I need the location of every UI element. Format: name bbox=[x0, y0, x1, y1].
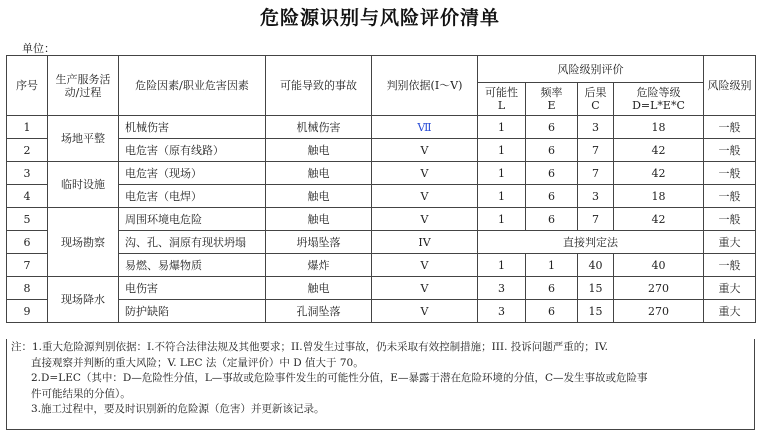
cell-e: 6 bbox=[526, 185, 578, 208]
note-1: 注：1.重大危险源判别依据：I.不符合法律法规及其他要求；II.曾发生过事故，仍未采取有效控制措施；III. 投诉问题严重的；IV. bbox=[11, 341, 608, 353]
cell-hazard: 易燃、易爆物质 bbox=[119, 254, 266, 277]
cell-e: 6 bbox=[526, 162, 578, 185]
cell-hazard: 沟、孔、洞原有现状坍塌 bbox=[119, 231, 266, 254]
cell-accident: 触电 bbox=[266, 162, 372, 185]
cell-l: 1 bbox=[478, 185, 526, 208]
cell-l: 1 bbox=[478, 254, 526, 277]
cell-level: 一般 bbox=[704, 139, 756, 162]
header-seq: 序号 bbox=[7, 56, 48, 116]
table-row bbox=[7, 185, 756, 208]
cell-d: 40 bbox=[614, 254, 704, 277]
cell-l: 1 bbox=[478, 139, 526, 162]
cell-l: 1 bbox=[478, 116, 526, 139]
cell-basis: Ⅶ bbox=[372, 116, 478, 139]
header-activity: 生产服务活动/过程 bbox=[48, 56, 119, 116]
cell-e: 6 bbox=[526, 208, 578, 231]
cell-direct-method: 直接判定法 bbox=[478, 231, 704, 254]
cell-basis: V bbox=[372, 185, 478, 208]
cell-c: 40 bbox=[578, 254, 614, 277]
header-likelihood: 可能性 L bbox=[478, 83, 526, 116]
cell-d: 18 bbox=[614, 185, 704, 208]
cell-accident: 触电 bbox=[266, 185, 372, 208]
cell-level: 一般 bbox=[704, 254, 756, 277]
header-hazard: 危险因素/职业危害因素 bbox=[119, 56, 266, 116]
cell-level: 重大 bbox=[704, 300, 756, 323]
header-risk-eval: 风险级别评价 bbox=[478, 56, 704, 83]
cell-e: 6 bbox=[526, 300, 578, 323]
cell-basis: V bbox=[372, 300, 478, 323]
cell-activity: 现场降水 bbox=[48, 277, 119, 323]
note-1-cont: 直接观察并判断的重大风险；V. LEC 法（定量评价）中 D 值大于 70。 bbox=[31, 356, 364, 369]
cell-c: 15 bbox=[578, 300, 614, 323]
cell-seq: 4 bbox=[7, 185, 48, 208]
cell-hazard: 电伤害 bbox=[119, 277, 266, 300]
cell-c: 7 bbox=[578, 162, 614, 185]
cell-level: 一般 bbox=[704, 185, 756, 208]
cell-seq: 6 bbox=[7, 231, 48, 254]
cell-e: 6 bbox=[526, 139, 578, 162]
cell-d: 42 bbox=[614, 162, 704, 185]
cell-c: 7 bbox=[578, 208, 614, 231]
header-frequency: 频率 E bbox=[526, 83, 578, 116]
cell-accident: 触电 bbox=[266, 277, 372, 300]
cell-activity: 临时设施 bbox=[48, 162, 119, 208]
table-row bbox=[7, 254, 756, 277]
header-risk-level: 风险级别 bbox=[704, 56, 756, 116]
cell-d: 42 bbox=[614, 139, 704, 162]
cell-c: 7 bbox=[578, 139, 614, 162]
cell-level: 一般 bbox=[704, 116, 756, 139]
cell-accident: 触电 bbox=[266, 139, 372, 162]
cell-hazard: 机械伤害 bbox=[119, 116, 266, 139]
cell-level: 一般 bbox=[704, 208, 756, 231]
cell-e: 6 bbox=[526, 116, 578, 139]
cell-hazard: 电危害（电焊） bbox=[119, 185, 266, 208]
cell-level: 重大 bbox=[704, 277, 756, 300]
cell-accident: 爆炸 bbox=[266, 254, 372, 277]
table-row bbox=[7, 208, 756, 231]
cell-basis: V bbox=[372, 277, 478, 300]
header-danger-level: 危险等级 D=L*E*C bbox=[614, 83, 704, 116]
cell-basis: V bbox=[372, 162, 478, 185]
cell-d: 270 bbox=[614, 277, 704, 300]
table-row bbox=[7, 139, 756, 162]
cell-l: 1 bbox=[478, 162, 526, 185]
cell-d: 18 bbox=[614, 116, 704, 139]
unit-label: 单位： bbox=[22, 42, 55, 55]
cell-l: 3 bbox=[478, 277, 526, 300]
cell-activity: 现场勘察 bbox=[48, 208, 119, 277]
table-row bbox=[7, 277, 756, 300]
table-row bbox=[7, 116, 756, 139]
risk-table bbox=[6, 55, 756, 323]
cell-hazard: 电危害（现场） bbox=[119, 162, 266, 185]
notes-section bbox=[6, 339, 755, 430]
cell-hazard: 周围环境电危险 bbox=[119, 208, 266, 231]
cell-hazard: 防护缺陷 bbox=[119, 300, 266, 323]
cell-accident: 孔洞坠落 bbox=[266, 300, 372, 323]
header-consequence: 后果 C bbox=[578, 83, 614, 116]
page-title: 危险源识别与风险评价清单 bbox=[259, 7, 500, 29]
header-basis: 判别依据(I～V) bbox=[372, 56, 478, 116]
cell-l: 1 bbox=[478, 208, 526, 231]
cell-hazard: 电危害（原有线路） bbox=[119, 139, 266, 162]
cell-l: 3 bbox=[478, 300, 526, 323]
cell-basis: V bbox=[372, 254, 478, 277]
cell-basis: IV bbox=[372, 231, 478, 254]
cell-c: 15 bbox=[578, 277, 614, 300]
header-accident: 可能导致的事故 bbox=[266, 56, 372, 116]
cell-basis: V bbox=[372, 139, 478, 162]
cell-e: 6 bbox=[526, 277, 578, 300]
note-2: 2.D=LEC（其中：D—危险性分值，L—事故或危险事件发生的可能性分值，E—暴露于潜在危险环境的分值，C—发生事故或危险事 bbox=[31, 372, 648, 384]
cell-activity: 场地平整 bbox=[48, 116, 119, 162]
table-row bbox=[7, 300, 756, 323]
cell-e: 1 bbox=[526, 254, 578, 277]
cell-c: 3 bbox=[578, 116, 614, 139]
note-2-cont: 件可能结果的分值）。 bbox=[31, 387, 131, 400]
cell-seq: 7 bbox=[7, 254, 48, 277]
cell-seq: 9 bbox=[7, 300, 48, 323]
cell-d: 270 bbox=[614, 300, 704, 323]
cell-level: 重大 bbox=[704, 231, 756, 254]
cell-seq: 2 bbox=[7, 139, 48, 162]
cell-accident: 坍塌坠落 bbox=[266, 231, 372, 254]
cell-seq: 8 bbox=[7, 277, 48, 300]
cell-basis: V bbox=[372, 208, 478, 231]
cell-accident: 机械伤害 bbox=[266, 116, 372, 139]
cell-accident: 触电 bbox=[266, 208, 372, 231]
cell-seq: 5 bbox=[7, 208, 48, 231]
cell-level: 一般 bbox=[704, 162, 756, 185]
cell-seq: 3 bbox=[7, 162, 48, 185]
cell-seq: 1 bbox=[7, 116, 48, 139]
cell-d: 42 bbox=[614, 208, 704, 231]
table-row bbox=[7, 231, 756, 254]
cell-c: 3 bbox=[578, 185, 614, 208]
note-3: 3.施工过程中，要及时识别新的危险源（危害）并更新该记录。 bbox=[31, 403, 325, 415]
table-row bbox=[7, 162, 756, 185]
